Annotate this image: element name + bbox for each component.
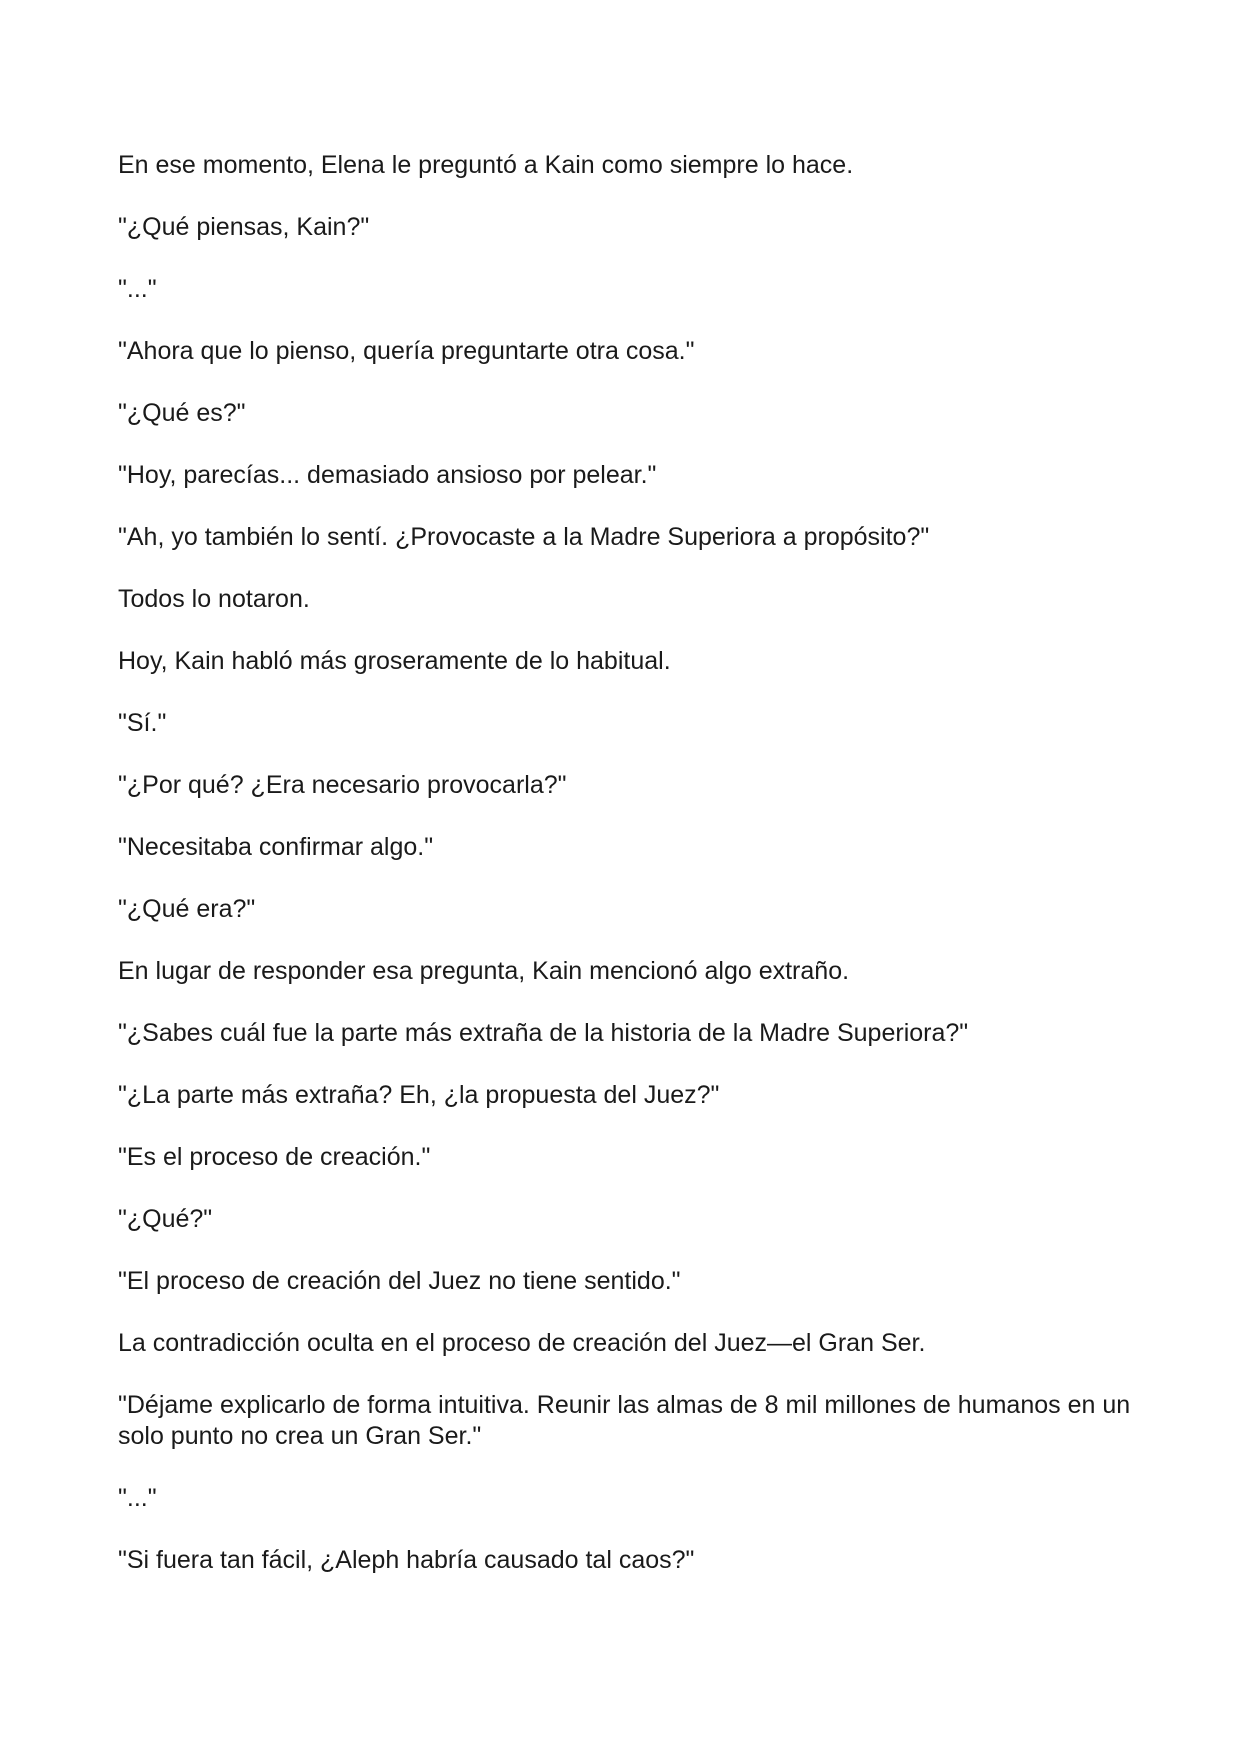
paragraph: "¿La parte más extraña? Eh, ¿la propuesta del Juez?" [118, 1081, 720, 1109]
paragraph: Hoy, Kain habló más groseramente de lo habitual. [118, 647, 671, 675]
paragraph: "¿Sabes cuál fue la parte más extraña de la historia de la Madre Superiora?" [118, 1019, 969, 1047]
paragraph: "¿Qué es?" [118, 399, 246, 427]
paragraph: "El proceso de creación del Juez no tiene sentido." [118, 1267, 681, 1295]
paragraph: "..." [118, 1484, 157, 1512]
paragraph: "Ahora que lo pienso, quería preguntarte otra cosa." [118, 337, 695, 365]
paragraph: "..." [118, 275, 157, 303]
paragraph: "¿Qué era?" [118, 895, 256, 923]
paragraph: "Ah, yo también lo sentí. ¿Provocaste a la Madre Superiora a propósito?" [118, 523, 930, 551]
paragraph: "Es el proceso de creación." [118, 1143, 431, 1171]
paragraph: "¿Qué?" [118, 1205, 213, 1233]
paragraph: "Sí." [118, 709, 167, 737]
paragraph: "Si fuera tan fácil, ¿Aleph habría causado tal caos?" [118, 1546, 695, 1574]
paragraph: "¿Por qué? ¿Era necesario provocarla?" [118, 771, 567, 799]
paragraph: La contradicción oculta en el proceso de creación del Juez—el Gran Ser. [118, 1329, 926, 1357]
paragraph: En lugar de responder esa pregunta, Kain mencionó algo extraño. [118, 957, 850, 985]
paragraph: "Hoy, parecías... demasiado ansioso por pelear." [118, 461, 657, 489]
paragraph: Todos lo notaron. [118, 585, 310, 613]
paragraph: "Necesitaba confirmar algo." [118, 833, 434, 861]
paragraph: "Déjame explicarlo de forma intuitiva. Reunir las almas de 8 mil millones de humanos en un solo punto no crea un Gran Ser." [118, 1391, 1131, 1450]
document-body [118, 150, 1138, 1607]
paragraph: En ese momento, Elena le preguntó a Kain como siempre lo hace. [118, 151, 854, 179]
paragraph: "¿Qué piensas, Kain?" [118, 213, 370, 241]
